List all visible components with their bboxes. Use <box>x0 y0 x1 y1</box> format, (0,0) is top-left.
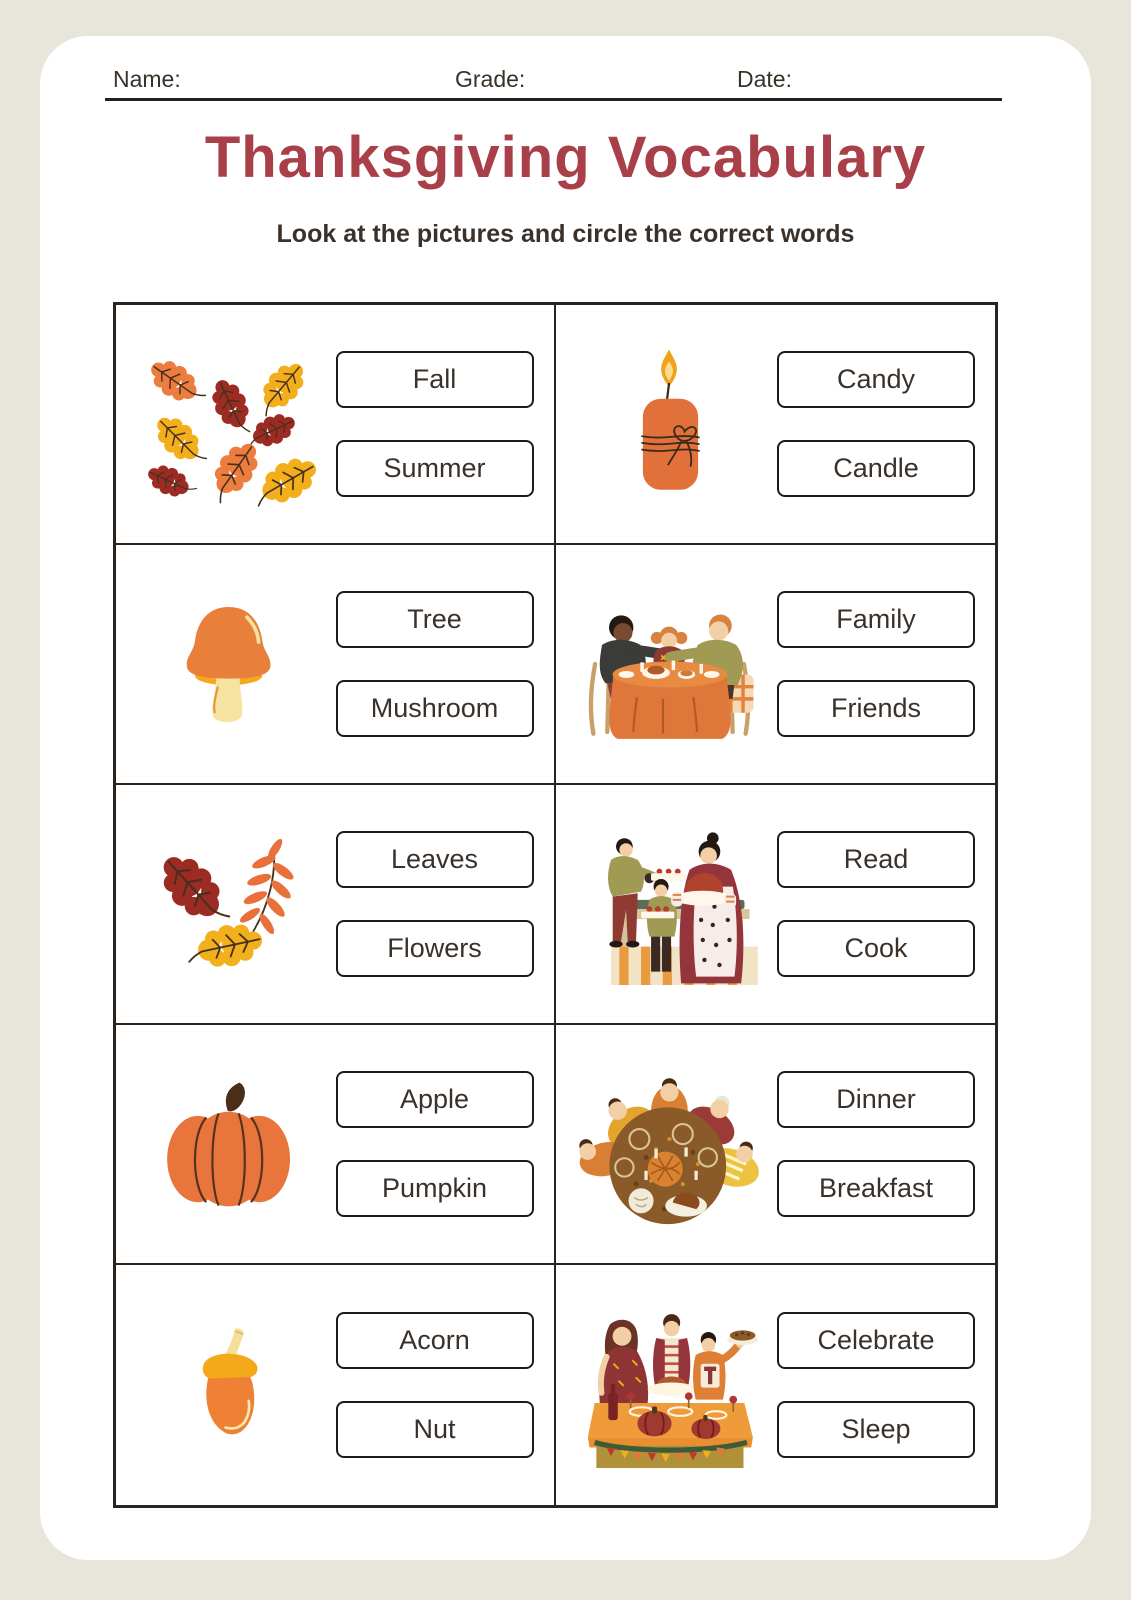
option-summer[interactable]: Summer <box>336 440 534 497</box>
cell-pumpkin <box>116 1025 556 1265</box>
option-read[interactable]: Read <box>777 831 975 888</box>
option-tree[interactable]: Tree <box>336 591 534 648</box>
celebration-illustration <box>562 1302 778 1469</box>
option-celebrate[interactable]: Celebrate <box>777 1312 975 1369</box>
acorn-illustration <box>122 1322 336 1448</box>
pumpkin-illustration <box>122 1076 336 1213</box>
autumn-leaves-illustration <box>122 334 336 514</box>
mushroom-illustration <box>122 598 336 730</box>
grade-label: Grade: <box>455 66 526 92</box>
option-mushroom[interactable]: Mushroom <box>336 680 534 737</box>
option-leaves[interactable]: Leaves <box>336 831 534 888</box>
candle-illustration <box>562 348 778 501</box>
date-label: Date: <box>737 66 792 92</box>
header-rule <box>105 98 1002 101</box>
cell-dinner-overhead <box>556 1025 996 1265</box>
option-acorn[interactable]: Acorn <box>336 1312 534 1369</box>
option-breakfast[interactable]: Breakfast <box>777 1160 975 1217</box>
option-candy[interactable]: Candy <box>777 351 975 408</box>
cell-leaves-scatter <box>116 305 556 545</box>
three-leaves-illustration <box>122 819 336 990</box>
option-apple[interactable]: Apple <box>336 1071 534 1128</box>
worksheet-card <box>40 36 1091 1560</box>
option-dinner[interactable]: Dinner <box>777 1071 975 1128</box>
option-family[interactable]: Family <box>777 591 975 648</box>
option-candle[interactable]: Candle <box>777 440 975 497</box>
instructions: Look at the pictures and circle the correct words <box>276 220 855 248</box>
option-nut[interactable]: Nut <box>336 1401 534 1458</box>
page-title: Thanksgiving Vocabulary <box>204 125 927 190</box>
cell-candle <box>556 305 996 545</box>
option-cook[interactable]: Cook <box>777 920 975 977</box>
option-friends[interactable]: Friends <box>777 680 975 737</box>
option-fall[interactable]: Fall <box>336 351 534 408</box>
cell-family-table <box>556 545 996 785</box>
family-dinner-illustration <box>562 584 778 745</box>
option-flowers[interactable]: Flowers <box>336 920 534 977</box>
vocabulary-grid <box>113 302 998 1508</box>
cell-acorn <box>116 1265 556 1505</box>
cell-three-leaves <box>116 785 556 1025</box>
dinner-overhead-illustration <box>562 1059 778 1230</box>
cell-celebration <box>556 1265 996 1505</box>
family-cooking-illustration <box>562 823 778 986</box>
name-label: Name: <box>113 66 181 92</box>
cell-mushroom <box>116 545 556 785</box>
cell-cooking <box>556 785 996 1025</box>
option-pumpkin[interactable]: Pumpkin <box>336 1160 534 1217</box>
option-sleep[interactable]: Sleep <box>777 1401 975 1458</box>
